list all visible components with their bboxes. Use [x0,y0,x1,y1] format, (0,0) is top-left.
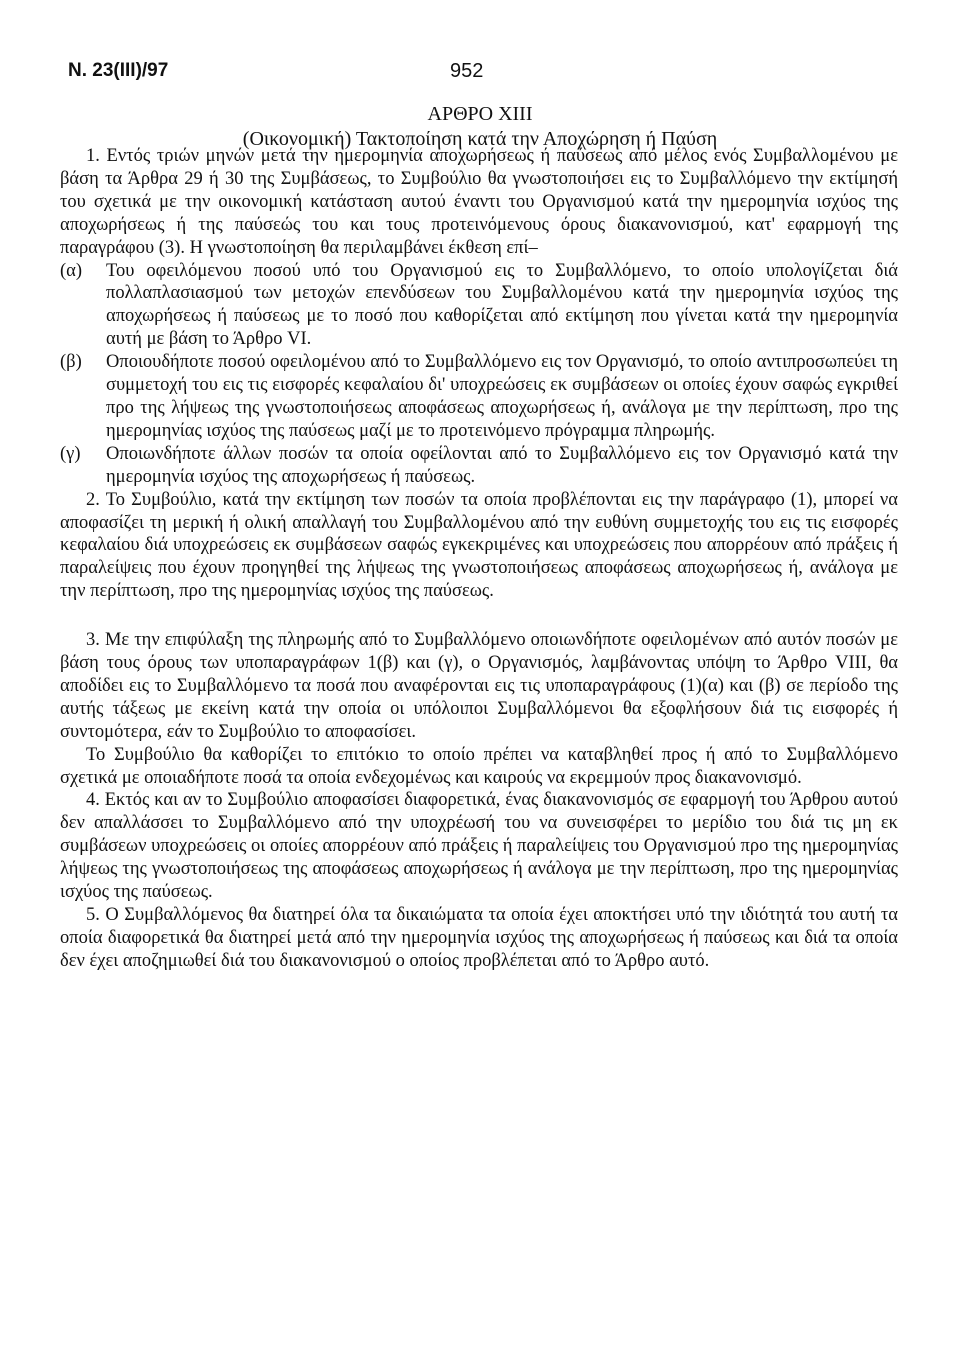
paragraph-gap [60,603,898,629]
sub-item-text: Οποιουδήποτε ποσού οφειλομένου από το Συμβαλλόμενο εις τον Οργανισμό, το οποίο αντιπροσωπεύει τη συμμετοχή του εις τις εισφορές κεφαλαίου δι' υποχρεώσεις εκ συμβάσεων οι οποίες έχουν σαφώς εγκριθεί προ της λήψεως της γνωστοποιήσεως αποφάσεως αποχωρήσεως ή, ανάλογα με την περίπτωση, προ της ημερομηνίας ισχύος της παύσεως μαζί με το προτεινόμενο πρόγραμμα πληρωμής. [106,352,898,441]
sub-item-label: (α) [60,260,83,281]
sub-item-c [60,443,898,489]
page-number: 952 [450,60,484,82]
article-body [60,145,898,973]
paragraph-4: 4. Εκτός και αν το Συμβούλιο αποφασίσει διαφορετικά, ένας διακανονισμός σε εφαρμογή του Άρθρου αυτού δεν απαλλάσσει το Συμβαλλόμενο από την υποχρέωσή του να συνεισφέρει το μερίδιο του διά τις μη εκ συμβάσεων υποχρεώσεις οι οποίες απορρέουν από πράξεις ή παραλείψεις του Οργανισμού προ της ημερομηνίας λήψεως της γνωστοποιήσεως της αποφάσεως αποχωρήσεως ή ανάλογα με την περίπτωση, προ της ημερομηνίας ισχύος της παύσεως. [60,790,898,903]
page-header [68,60,892,86]
sub-item-label: (γ) [60,443,81,464]
gazette-reference: Ν. 23(ΙΙΙ)/97 [68,60,169,81]
sub-item-b [60,351,898,443]
paragraph-1: 1. Εντός τριών μηνών μετά την ημερομηνία αποχωρήσεως ή παύσεως από μέλος ενός Συμβαλλομένου με βάση τα Άρθρα 29 ή 30 της Συμβάσεως, το Συμβούλιο θα γνωστοποιήσει εις το Συμβαλλόμενο την εκτίμησή του σχετικά με την οικονομική κατάσταση αυτού έναντι του Οργανισμού κατά την ημερομηνία ισχύος της αποχωρήσεως ή της παύσεώς του και τους προτεινόμενους όρους διακανονισμού, κατ' εφαρμογή της παραγράφου (3). Η γνωστοποίηση θα περιλαμβάνει έκθεση επί– [60,146,898,258]
sub-item-label: (β) [60,352,82,373]
sub-item-text: Οποιωνδήποτε άλλων ποσών τα οποία οφείλονται από το Συμβαλλόμενο εις τον Οργανισμό κατά την ημερομηνία ισχύος της αποχωρήσεως ή παύσεως. [106,443,898,487]
paragraph-5: 5. Ο Συμβαλλόμενος θα διατηρεί όλα τα δικαιώματα τα οποία έχει αποκτήσει υπό την ιδιότητά του αυτή τα οποία διαφορετικά θα διατηρεί μετά από την ημερομηνία ισχύος της αποχωρήσεως ή παύσεως και διά τα οποία δεν έχει αποζημιωθεί διά του διακανονισμού ο οποίος προβλέπεται από το Άρθρο αυτό. [60,905,898,971]
paragraph-2: 2. Το Συμβούλιο, κατά την εκτίμηση των ποσών τα οποία προβλέπονται εις την παράγραφο (1), μπορεί να αποφασίζει τη μερική ή ολική απαλλαγή του Συμβαλλομένου από την ευθύνη συμμετοχής του εις τις εισφορές κεφαλαίου διά υποχρεώσεις εκ συμβάσεων σαφώς εγκεκριμένες και υποχρεώσεις που απορρέουν από πράξεις ή παραλείψεις που έχουν προηγηθεί της λήψεως της γνωστοποιήσεως αποφάσεως αποχωρήσεως ή, ανάλογα με την περίπτωση, προ της ημερομηνίας ισχύος της παύσεως. [60,489,898,602]
paragraph-3-continued: Το Συμβούλιο θα καθορίζει το επιτόκιο το οποίο πρέπει να καταβληθεί προς ή από το Συμβαλλόμενο σχετικά με οποιαδήποτε ποσά τα οποία ενδεχομένως και καιρούς να εκρεμμούν προς διακανονισμό. [60,744,898,788]
paragraph-3: 3. Με την επιφύλαξη της πληρωμής από το Συμβαλλόμενο οποιωνδήποτε οφειλομένων από αυτόν ποσών με βάση τους όρους των υποπαραγράφων 1(β) και (γ), ο Οργανισμός, λαμβάνοντας υπόψη το Άρθρο VIII, θα αποδίδει εις το Συμβαλλόμενο τα ποσά που αναφέρονται εις τις υποπαραγράφους (1)(α) και (β) σε περίοδο της αυτής τάξεως με εκείνη κατά την οποία οι υπόλοιποι Συμβαλλόμενοι θα εξοφλήσουν διά τις εισφορές ή συντομότερα, εάν το Συμβούλιο το αποφασίσει. [60,630,898,742]
article-subtitle: (Οικονομική) Τακτοποίηση κατά την Αποχώρηση ή Παύση [242,128,718,150]
sub-item-text: Του οφειλόμενου ποσού υπό του Οργανισμού εις το Συμβαλλόμενο, το οποίο υπολογίζεται διά πολλαπλασιασμού των μετοχών επενδύσεων του Συμβαλλομένου κατά την ημερομηνία ισχύος της αποχωρήσεως ή παύσεως με το ποσό που καθορίζεται από εκτίμηση που γίνεται κατά την ημερομηνία αυτή με βάση το Άρθρο VI. [106,260,898,350]
sub-item-a [60,260,898,352]
article-heading: ΑΡΘΡΟ XIII [427,103,533,125]
